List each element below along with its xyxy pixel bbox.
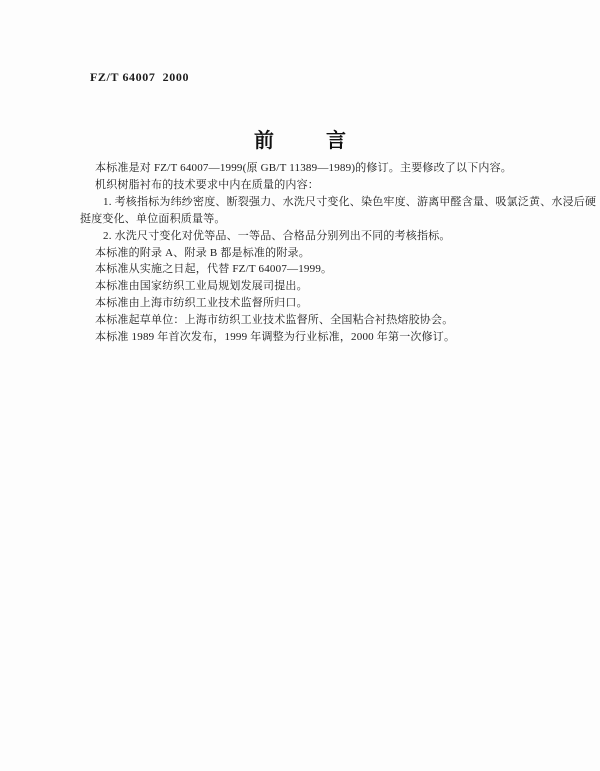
text-line: 本标准 1989 年首次发布，1999 年调整为行业标准，2000 年第一次修订。 — [95, 331, 456, 344]
text-line: 本标准由上海市纺织工业技术监督所归口。 — [95, 297, 308, 310]
page-title-word-2: 言 — [326, 130, 346, 152]
text-line: 2. 水洗尺寸变化对优等品、一等品、合格品分别列出不同的考核指标。 — [103, 229, 451, 242]
text-line: 本标准的附录 A、附录 B 都是标准的附录。 — [95, 246, 310, 259]
standard-number: FZ/T 64007 2000 — [90, 70, 190, 84]
page-title-word-1: 前 — [254, 130, 274, 152]
text-line: 1. 考核指标为纬纱密度、断裂强力、水洗尺寸变化、染色牢度、游离甲醛含量、吸氯泛黄、水浸后硬 — [103, 195, 597, 208]
text-line: 本标准是对 FZ/T 64007—1999(原 GB/T 11389—1989)的修订。主要修改了以下内容。 — [95, 162, 512, 174]
text-line: 挺度变化、单位面积质量等。 — [80, 212, 226, 225]
text-line: 本标准起草单位：上海市纺织工业技术监督所、全国粘合衬热熔胶协会。 — [95, 314, 454, 327]
text-line: 机织树脂衬布的技术要求中内在质量的内容： — [95, 178, 319, 191]
text-line: 本标准由国家纺织工业局规划发展司提出。 — [95, 280, 308, 293]
text-line: 本标准从实施之日起，代替 FZ/T 64007—1999。 — [95, 263, 333, 276]
foreword-body — [80, 160, 597, 346]
page-title — [0, 124, 600, 153]
